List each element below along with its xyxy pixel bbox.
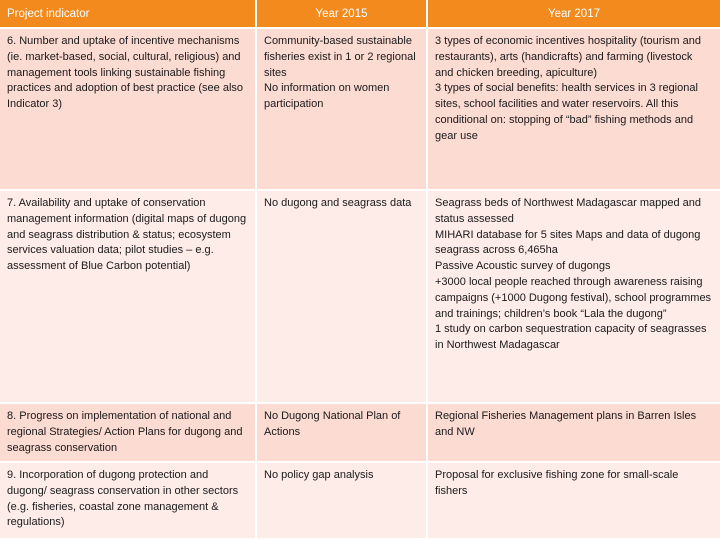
header-year-2017: Year 2017 xyxy=(428,0,720,29)
row-7-year-2017: Seagrass beds of Northwest Madagascar mapped and status assessed MIHARI database for 5 sites Maps and data of dugong seagrass across 6,465ha Passive Acoustic survey of dugongs +3000 local people reached through awareness raising campaigns (+1000 Dugong festival), school programmes and trainings; children’s book “Lala the dugong” 1 study on carbon sequestration capacity of seagrasses in Northwest Madagascar xyxy=(428,191,720,404)
row-7-year-2015: No dugong and seagrass data xyxy=(257,191,428,404)
header-project-indicator: Project indicator xyxy=(0,0,257,29)
row-9-year-2015: No policy gap analysis xyxy=(257,463,428,540)
row-8-indicator: 8. Progress on implementation of national and regional Strategies/ Action Plans for dugong and seagrass conservation xyxy=(0,404,257,463)
row-7-indicator: 7. Availability and uptake of conservation management information (digital maps of dugong and seagrass distribution & status; ecosystem services valuation data; pilot studies – e.g. assessment of Blue Carbon potential) xyxy=(0,191,257,404)
row-8-year-2017: Regional Fisheries Management plans in Barren Isles and NW xyxy=(428,404,720,463)
header-year-2015: Year 2015 xyxy=(257,0,428,29)
row-6-year-2015: Community-based sustainable fisheries exist in 1 or 2 regional sites No information on women participation xyxy=(257,29,428,191)
row-9-indicator: 9. Incorporation of dugong protection and dugong/ seagrass conservation in other sectors (e.g. fisheries, coastal zone management & regulations) xyxy=(0,463,257,540)
row-9-year-2017: Proposal for exclusive fishing zone for small-scale fishers xyxy=(428,463,720,540)
row-8-year-2015: No Dugong National Plan of Actions xyxy=(257,404,428,463)
row-6-indicator: 6. Number and uptake of incentive mechanisms (ie. market-based, social, cultural, religious) and management tools linking sustainable fishing practices and adoption of best practice (see also Indicator 3) xyxy=(0,29,257,191)
row-6-year-2017: 3 types of economic incentives hospitality (tourism and restaurants), arts (handicrafts) and farming (livestock and chicken breeding, apiculture) 3 types of social benefits: health services in 3 regional sites, school facilities and water reservoirs. All this conditional on: stopping of “bad” fishing methods and gear use xyxy=(428,29,720,191)
